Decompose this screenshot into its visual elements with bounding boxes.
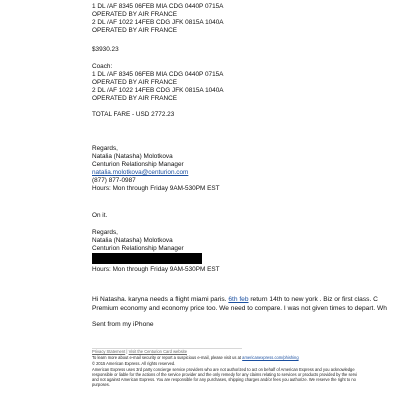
itinerary-line: 1 DL /AF 8345 06FEB MIA CDG 0440P 0715A: [92, 3, 224, 10]
footer-disclaimer: purposes.: [92, 382, 110, 387]
itinerary-line: 2 DL /AF 1022 14FEB CDG JFK 0815A 1040A: [92, 19, 224, 26]
signature-title: Centurion Relationship Manager: [92, 245, 184, 252]
itinerary-line: OPERATED BY AIR FRANCE: [92, 11, 177, 18]
signature-regards: Regards,: [92, 229, 118, 236]
signature-hours: Hours: Mon through Friday 9AM-530PM EST: [92, 185, 220, 192]
signature-name: Natalia (Natasha) Molotkova: [92, 237, 173, 244]
footer-separator: |: [125, 349, 129, 354]
itinerary-line: 1 DL /AF 8345 06FEB MIA CDG 0440P 0715A: [92, 71, 224, 78]
redaction-bar: [92, 253, 202, 264]
footer-disclaimer: responsible or liable for the actions of the service provider and the only remedy for any claims relating to services or products provided by the servi: [92, 372, 358, 377]
signature-name: Natalia (Natasha) Molotkova: [92, 153, 173, 160]
footer-copyright: © 2015 American Express. All rights reserved.: [92, 361, 176, 366]
itinerary-line: OPERATED BY AIR FRANCE: [92, 79, 177, 86]
signature-title: Centurion Relationship Manager: [92, 161, 184, 168]
footer-links: [92, 349, 187, 354]
message-line: [92, 296, 378, 304]
phishing-link[interactable]: americanexpress.com/phishing: [242, 355, 299, 360]
total-fare: TOTAL FARE - USD 2772.23: [92, 111, 175, 118]
signature-phone: (877) 877-0987: [92, 177, 136, 184]
privacy-statement-link[interactable]: Privacy Statement: [92, 349, 126, 354]
itinerary-line: OPERATED BY AIR FRANCE: [92, 27, 177, 34]
centurion-website-link[interactable]: Visit the Centurion Card website: [128, 349, 187, 354]
footer-text: To learn more about e-mail security or report a suspicious e-mail, please visit us at: [92, 355, 243, 360]
footer-security-note: [92, 355, 299, 360]
coach-label: Coach:: [92, 63, 113, 70]
date-link[interactable]: 6th feb: [228, 296, 249, 303]
signature-regards: Regards,: [92, 145, 118, 152]
message-text: return 14th to new york . Biz or first class. C: [248, 296, 378, 303]
footer-disclaimer: American Express uses 3rd party concierge service providers who are not authorized to act on behalf of American Express and you acknowledge: [92, 367, 355, 372]
fare-amount: $3930.23: [92, 46, 119, 53]
signature-email-link[interactable]: natalia.molotkova@centurion.com: [92, 169, 189, 176]
footer-disclaimer: and not against American Express. You are responsible for any purchases, shipping charges and/or fees you authorize. We reserve the right to no: [92, 377, 356, 382]
itinerary-line: 2 DL /AF 1022 14FEB CDG JFK 0815A 1040A: [92, 87, 224, 94]
signature-hours: Hours: Mon through Friday 9AM-530PM EST: [92, 266, 220, 273]
message-text: Hi Natasha. karyna needs a flight miami paris.: [92, 296, 229, 303]
itinerary-line: OPERATED BY AIR FRANCE: [92, 95, 177, 102]
message-line: Premium economy and economy price too. We need to compare. I was not given times to depart. Wh: [92, 305, 387, 312]
reply-text: On it.: [92, 212, 108, 219]
sent-from: Sent from my iPhone: [92, 321, 154, 328]
